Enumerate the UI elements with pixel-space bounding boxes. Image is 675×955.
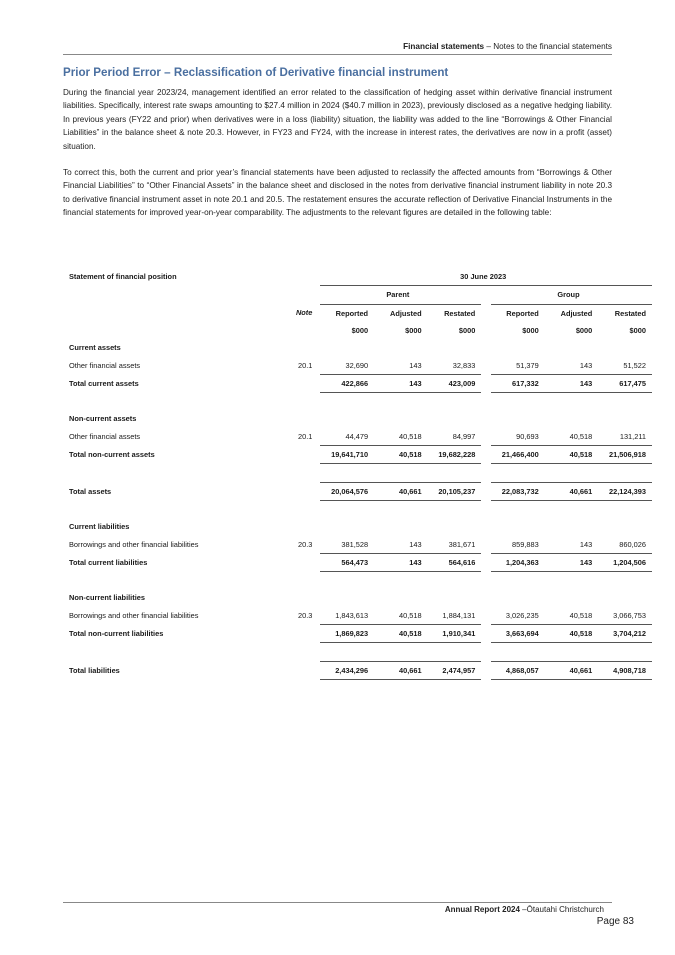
total-row [63, 624, 652, 642]
total-row [63, 445, 652, 463]
table-row [63, 356, 652, 374]
section-heading-row [63, 339, 652, 356]
running-footer [445, 905, 604, 914]
total-row [63, 553, 652, 571]
cell: 40,518 [374, 606, 428, 624]
cell: 860,026 [598, 536, 652, 554]
cell: 40,518 [545, 624, 599, 642]
cell: 3,026,235 [491, 606, 545, 624]
footer-divider [63, 902, 612, 903]
row-note: 20.3 [298, 539, 313, 549]
cell: 422,866 [320, 374, 374, 392]
section-heading-row [63, 589, 652, 606]
row-label: Borrowings and other financial liabilities [69, 539, 199, 549]
cell: 40,661 [374, 482, 428, 500]
cell: 381,528 [320, 536, 374, 554]
cell: 22,124,393 [598, 482, 652, 500]
row-label: Total liabilities [69, 666, 120, 676]
cell: 3,066,753 [598, 606, 652, 624]
cell: 40,518 [545, 606, 599, 624]
cell: 21,466,400 [491, 445, 545, 463]
cell: 40,661 [545, 662, 599, 680]
cell: 143 [374, 356, 428, 374]
col-header: Restated [614, 308, 646, 318]
cell: 1,843,613 [320, 606, 374, 624]
cell: 1,884,131 [428, 606, 482, 624]
row-label: Other financial assets [69, 431, 141, 441]
table-heading: Statement of financial position [69, 272, 177, 282]
cell: 143 [545, 356, 599, 374]
running-header [403, 42, 612, 51]
footer-report: Annual Report 2024 [444, 905, 520, 914]
cell: 20,064,576 [320, 482, 374, 500]
page-number: Page 83 [596, 916, 634, 927]
cell: 51,379 [491, 356, 545, 374]
cell: 51,522 [598, 356, 652, 374]
cell: 19,682,228 [428, 445, 482, 463]
cell: 40,661 [545, 482, 599, 500]
cell: 40,518 [545, 445, 599, 463]
cell: 40,518 [374, 445, 428, 463]
cell: 3,704,212 [598, 624, 652, 642]
row-note: 20.1 [298, 431, 313, 441]
cell: 423,009 [428, 374, 482, 392]
cell: 143 [374, 536, 428, 554]
paragraph-1: During the financial year 2023/24, management identified an error related to the classification of hedging asset within derivative financial instrument liabilities. Specifically, interest rate swaps amounting to $27.4 million in 2024 ($40.7 million in 2023), previously disclosed as a negative hedging liability. In previous years (FY22 and prior) when derivatives were in a loss (liability) situation, the liability was added to the line “Borrowings & Other Financial Liabilities” in the balance sheet & note 20.3. However, in FY23 and FY24, with the increase in interest rates, the derivatives are now in a profit (asset) situation. [63, 88, 612, 151]
col-header: Adjusted [560, 308, 593, 318]
col-header: Reported [506, 308, 539, 318]
row-label: Borrowings and other financial liabilities [69, 610, 199, 620]
table-header-row-cols [63, 304, 652, 322]
total-row [63, 374, 652, 392]
unit-label: $000 [351, 326, 369, 336]
section-heading: Non-current liabilities [69, 593, 145, 603]
footer-org: –Ōtautahi Christchurch [519, 905, 604, 914]
group-header: Group [491, 286, 652, 304]
table-row [63, 536, 652, 554]
unit-label: $000 [405, 326, 422, 336]
cell: 19,641,710 [320, 445, 374, 463]
total-row [63, 662, 652, 680]
cell: 381,671 [428, 536, 482, 554]
parent-header: Parent [320, 286, 481, 304]
table-row [63, 427, 652, 445]
total-row [63, 482, 652, 500]
cell: 44,479 [320, 427, 374, 445]
cell: 21,506,918 [598, 445, 652, 463]
table-row [63, 606, 652, 624]
table-header-row-date [63, 268, 652, 286]
cell: 40,518 [374, 624, 428, 642]
table-header-row-units [63, 322, 652, 339]
unit-label: $000 [522, 326, 539, 336]
row-label: Total assets [69, 487, 112, 497]
note-col-header: Note [295, 308, 313, 318]
cell: 40,661 [374, 662, 428, 680]
section-heading-row [63, 410, 652, 427]
cell: 564,473 [320, 553, 374, 571]
col-header: Reported [335, 308, 369, 318]
cell: 84,997 [428, 427, 482, 445]
cell: 143 [374, 374, 428, 392]
row-label: Other financial assets [69, 360, 141, 370]
unit-label: $000 [575, 326, 593, 336]
row-label: Total non-current assets [69, 449, 155, 459]
row-label: Total non-current liabilities [69, 628, 164, 638]
row-label: Total current liabilities [69, 558, 148, 567]
table-date: 30 June 2023 [320, 268, 652, 286]
restatement-table [63, 268, 652, 680]
cell: 4,908,718 [598, 662, 652, 680]
cell: 32,833 [428, 356, 482, 374]
unit-label: $000 [629, 326, 646, 336]
section-heading: Non-current assets [69, 414, 137, 424]
unit-label: $000 [458, 326, 476, 336]
row-note: 20.3 [298, 610, 313, 620]
cell: 40,518 [545, 427, 599, 445]
row-label: Total current assets [69, 378, 139, 388]
cell: 143 [545, 536, 599, 554]
cell: 1,869,823 [320, 624, 374, 642]
section-heading-row [63, 518, 652, 535]
table-header-row-entity [63, 286, 652, 304]
cell: 617,475 [598, 374, 652, 392]
cell: 20,105,237 [428, 482, 482, 500]
cell: 143 [545, 374, 599, 392]
cell: 3,663,694 [491, 624, 545, 642]
cell: 32,690 [320, 356, 374, 374]
col-header: Restated [444, 308, 476, 318]
header-subsection: – Notes to the financial statements [484, 42, 612, 51]
cell: 131,211 [598, 427, 652, 445]
cell: 4,868,057 [491, 662, 545, 680]
section-heading: Current liabilities [69, 522, 130, 532]
header-divider [63, 54, 612, 55]
cell: 1,204,506 [598, 553, 652, 571]
cell: 617,332 [491, 374, 545, 392]
paragraph-2: To correct this, both the current and prior year’s financial statements have been adjusted to reclassify the affected amounts from “Borrowings & Other Financial Liabilities” to “Other Financial Assets” in the balance sheet and disclosed in the notes from derivative financial instrument liability in note 20.3 to derivative financial instrument asset in note 20.1 and 20.5. The restatement ensures the accurate reflection of Derivative Financial Instruments in the financial statements for improved year-on-year comparability. The adjustments to the relevant figures are detailed in the following table: [63, 168, 612, 218]
cell: 2,434,296 [320, 662, 374, 680]
cell: 143 [545, 553, 599, 571]
note-title: Prior Period Error – Reclassification of Derivative financial instrument [63, 66, 449, 79]
cell: 2,474,957 [428, 662, 482, 680]
row-note: 20.1 [298, 360, 313, 370]
cell: 1,204,363 [491, 553, 545, 571]
header-section: Financial statements [403, 42, 485, 51]
cell: 22,083,732 [491, 482, 545, 500]
cell: 1,910,341 [428, 624, 482, 642]
cell: 859,883 [491, 536, 545, 554]
cell: 90,693 [491, 427, 545, 445]
cell: 40,518 [374, 427, 428, 445]
section-heading: Current assets [69, 343, 121, 353]
cell: 564,616 [428, 553, 482, 571]
col-header: Adjusted [390, 308, 422, 318]
cell: 143 [374, 553, 428, 571]
